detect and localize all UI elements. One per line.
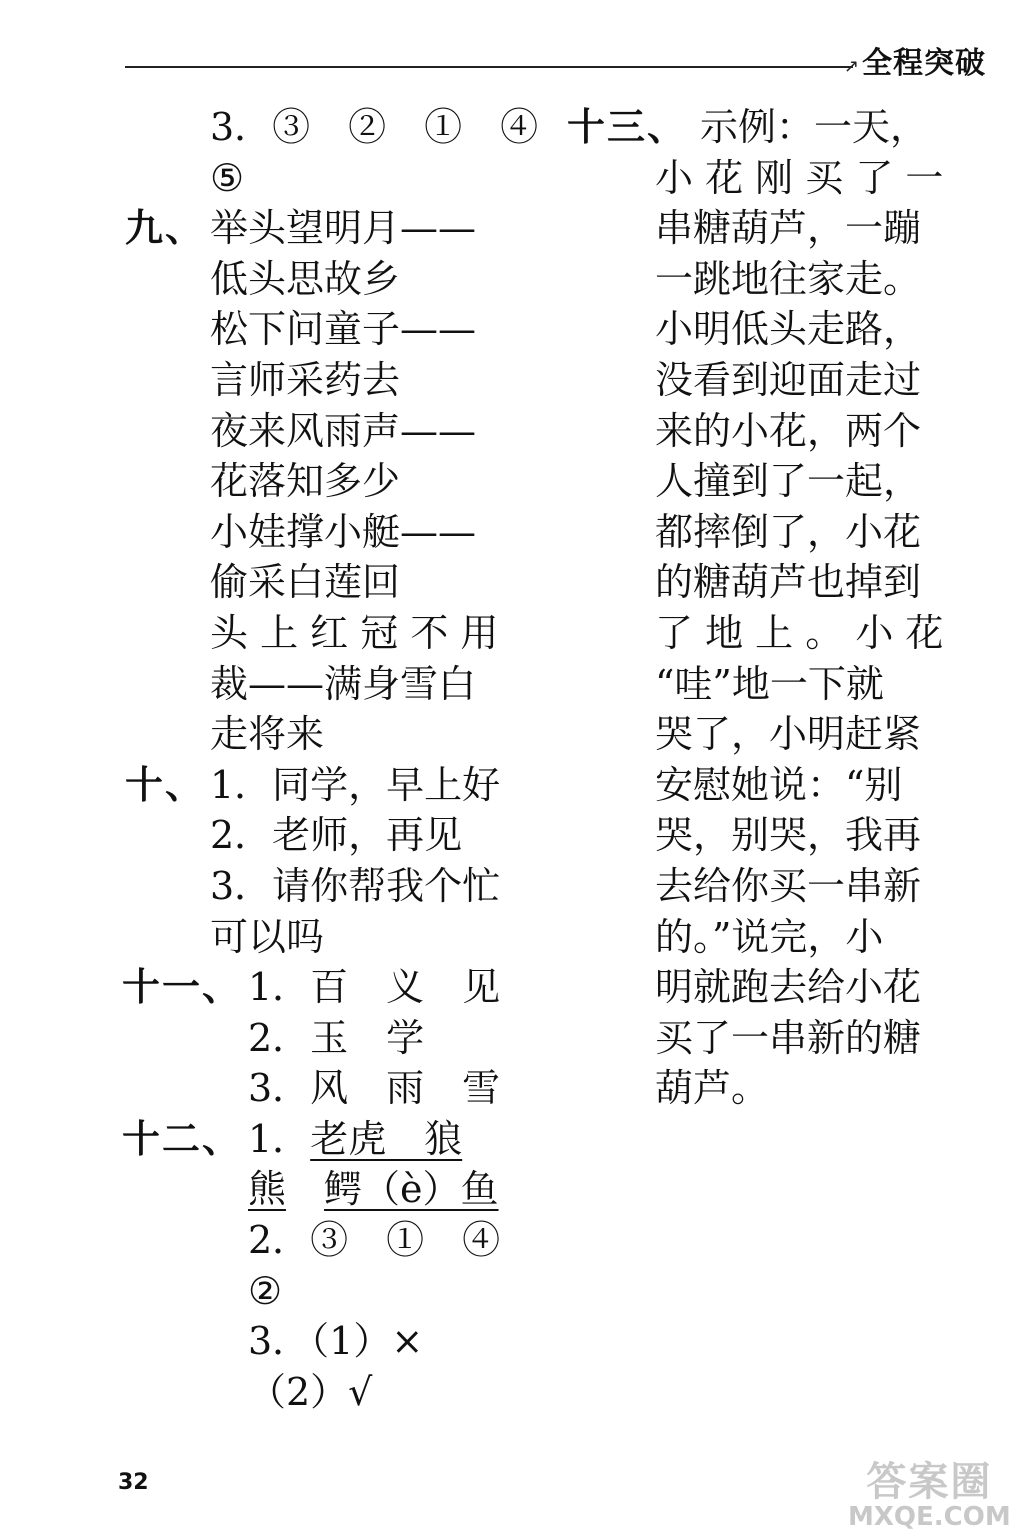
answer-text: 举头望明月—— <box>210 206 477 251</box>
answer-line <box>0 962 560 1013</box>
answer-line <box>565 507 995 558</box>
answer-text: 买了一串新的糖 <box>655 1015 922 1060</box>
answer-text: 了 地 上 。 小 花 <box>655 610 944 655</box>
answer-line <box>565 254 995 305</box>
answer-line <box>0 810 560 861</box>
left-answer-column <box>0 102 560 1417</box>
answer-text: （2）√ <box>248 1369 373 1414</box>
answer-line <box>0 254 560 305</box>
answer-text: 低头思故乡 <box>210 256 401 301</box>
section-number: 九、 <box>125 206 206 251</box>
answer-line <box>0 1164 560 1215</box>
answer-line <box>565 304 995 355</box>
answer-text: 哭，别哭，我再 <box>655 813 922 858</box>
answer-text: 葫芦。 <box>655 1066 770 1111</box>
answer-text: 安慰她说：“别 <box>655 762 903 807</box>
answer-text: ⑤ <box>210 155 245 200</box>
answer-text: 1．同学，早上好 <box>210 762 501 807</box>
underlined-answer: 鳄（è）鱼 <box>324 1167 499 1212</box>
answer-text: 的糖葫芦也掉到 <box>655 560 922 605</box>
answer-text <box>286 1167 324 1211</box>
underlined-answer: 熊 <box>248 1167 287 1212</box>
answer-text: 走将来 <box>210 712 325 757</box>
answer-line <box>0 456 560 507</box>
answer-text: “哇”地一下就 <box>655 661 884 706</box>
answer-line <box>565 1063 995 1114</box>
right-answer-column <box>565 102 995 1114</box>
answer-text: 串糖葫芦，一蹦 <box>655 206 922 251</box>
answer-line <box>565 456 995 507</box>
answer-line <box>565 406 995 457</box>
underlined-answer: 老虎 狼 <box>310 1116 463 1161</box>
header-rule <box>125 66 853 68</box>
answer-line <box>0 102 560 153</box>
answer-text: 都摔倒了，小花 <box>655 509 922 554</box>
answer-text: 3．请你帮我个忙 <box>210 863 501 908</box>
answer-text: 哭了，小明赶紧 <box>655 712 922 757</box>
answer-text: 1．百 义 见 <box>248 965 501 1010</box>
answer-text: 示例：一天， <box>700 105 929 149</box>
answer-text: 可以吗 <box>210 914 325 959</box>
answer-text: ② <box>248 1268 283 1313</box>
answer-line <box>565 962 995 1013</box>
answer-line <box>0 304 560 355</box>
answer-text: 小明低头走路， <box>655 307 922 352</box>
answer-text: 松下问童子—— <box>210 307 477 352</box>
answer-line <box>565 1013 995 1064</box>
answer-text: 没看到迎面走过 <box>655 357 922 402</box>
answer-line <box>0 557 560 608</box>
answer-line <box>565 709 995 760</box>
answer-text: 言师采药去 <box>210 357 401 402</box>
answer-text: 花落知多少 <box>210 459 401 504</box>
answer-line <box>0 1367 560 1418</box>
answer-line <box>0 203 560 254</box>
answer-line <box>565 355 995 406</box>
answer-text-group <box>248 1164 499 1215</box>
answer-text: 小娃撑小艇—— <box>210 509 477 554</box>
answer-text: 的。”说完，小 <box>655 914 884 959</box>
answer-line <box>0 1215 560 1266</box>
answer-text: 2．玉 学 <box>248 1015 425 1060</box>
answer-text: 头 上 红 冠 不 用 <box>210 610 499 655</box>
answer-line <box>565 153 995 204</box>
answer-text: 偷采白莲回 <box>210 560 401 605</box>
answer-line <box>0 608 560 659</box>
answer-text: 2．③ ① ④ <box>248 1218 501 1263</box>
watermark-url: MXQE.COM <box>848 1502 1011 1532</box>
answer-line <box>0 760 560 811</box>
answer-line <box>0 659 560 710</box>
answer-line <box>0 1013 560 1064</box>
answer-text: 小 花 刚 买 了 一 <box>655 155 944 200</box>
answer-text: 3．③ ② ① ④ <box>210 105 539 149</box>
section-number: 十、 <box>125 762 206 807</box>
answer-line <box>565 203 995 254</box>
answer-text: 夜来风雨声—— <box>210 408 477 453</box>
answer-line <box>0 709 560 760</box>
answer-line <box>0 153 560 204</box>
answer-line <box>0 1063 560 1114</box>
watermark-text: 答案圈 <box>866 1459 993 1505</box>
answer-line <box>565 912 995 963</box>
answer-line <box>0 912 560 963</box>
answer-line <box>565 102 995 153</box>
answer-line <box>565 659 995 710</box>
header-rule-hook: ↗ <box>844 56 860 77</box>
answer-line <box>565 760 995 811</box>
section-number: 十一、 <box>122 965 243 1010</box>
answer-line <box>0 861 560 912</box>
answer-line <box>0 406 560 457</box>
answer-text: 去给你买一串新 <box>655 863 922 908</box>
answer-line <box>0 1266 560 1317</box>
answer-line <box>0 507 560 558</box>
answer-line <box>565 810 995 861</box>
answer-text-group <box>248 1114 462 1165</box>
answer-text: 裁——满身雪白 <box>210 661 477 706</box>
section-number: 十三、 <box>567 105 688 149</box>
answer-line <box>565 557 995 608</box>
answer-text: 3．风 雨 雪 <box>248 1066 501 1111</box>
page-number: 32 <box>118 1470 149 1495</box>
section-number: 十二、 <box>122 1116 243 1161</box>
answer-text: 1． <box>248 1116 311 1161</box>
header-brand: 全程突破 <box>862 46 986 81</box>
answer-line <box>0 355 560 406</box>
watermark <box>848 1459 1011 1532</box>
answer-line <box>0 1114 560 1165</box>
answer-line <box>565 861 995 912</box>
answer-line <box>0 1316 560 1367</box>
answer-text: 2．老师，再见 <box>210 813 463 858</box>
answer-line <box>565 608 995 659</box>
answer-text: 来的小花，两个 <box>655 408 922 453</box>
answer-text: 明就跑去给小花 <box>655 965 922 1010</box>
answer-text: 一跳地往家走。 <box>655 256 922 301</box>
answer-text: 3．（1）× <box>248 1319 424 1364</box>
answer-text: 人撞到了一起， <box>655 459 922 504</box>
